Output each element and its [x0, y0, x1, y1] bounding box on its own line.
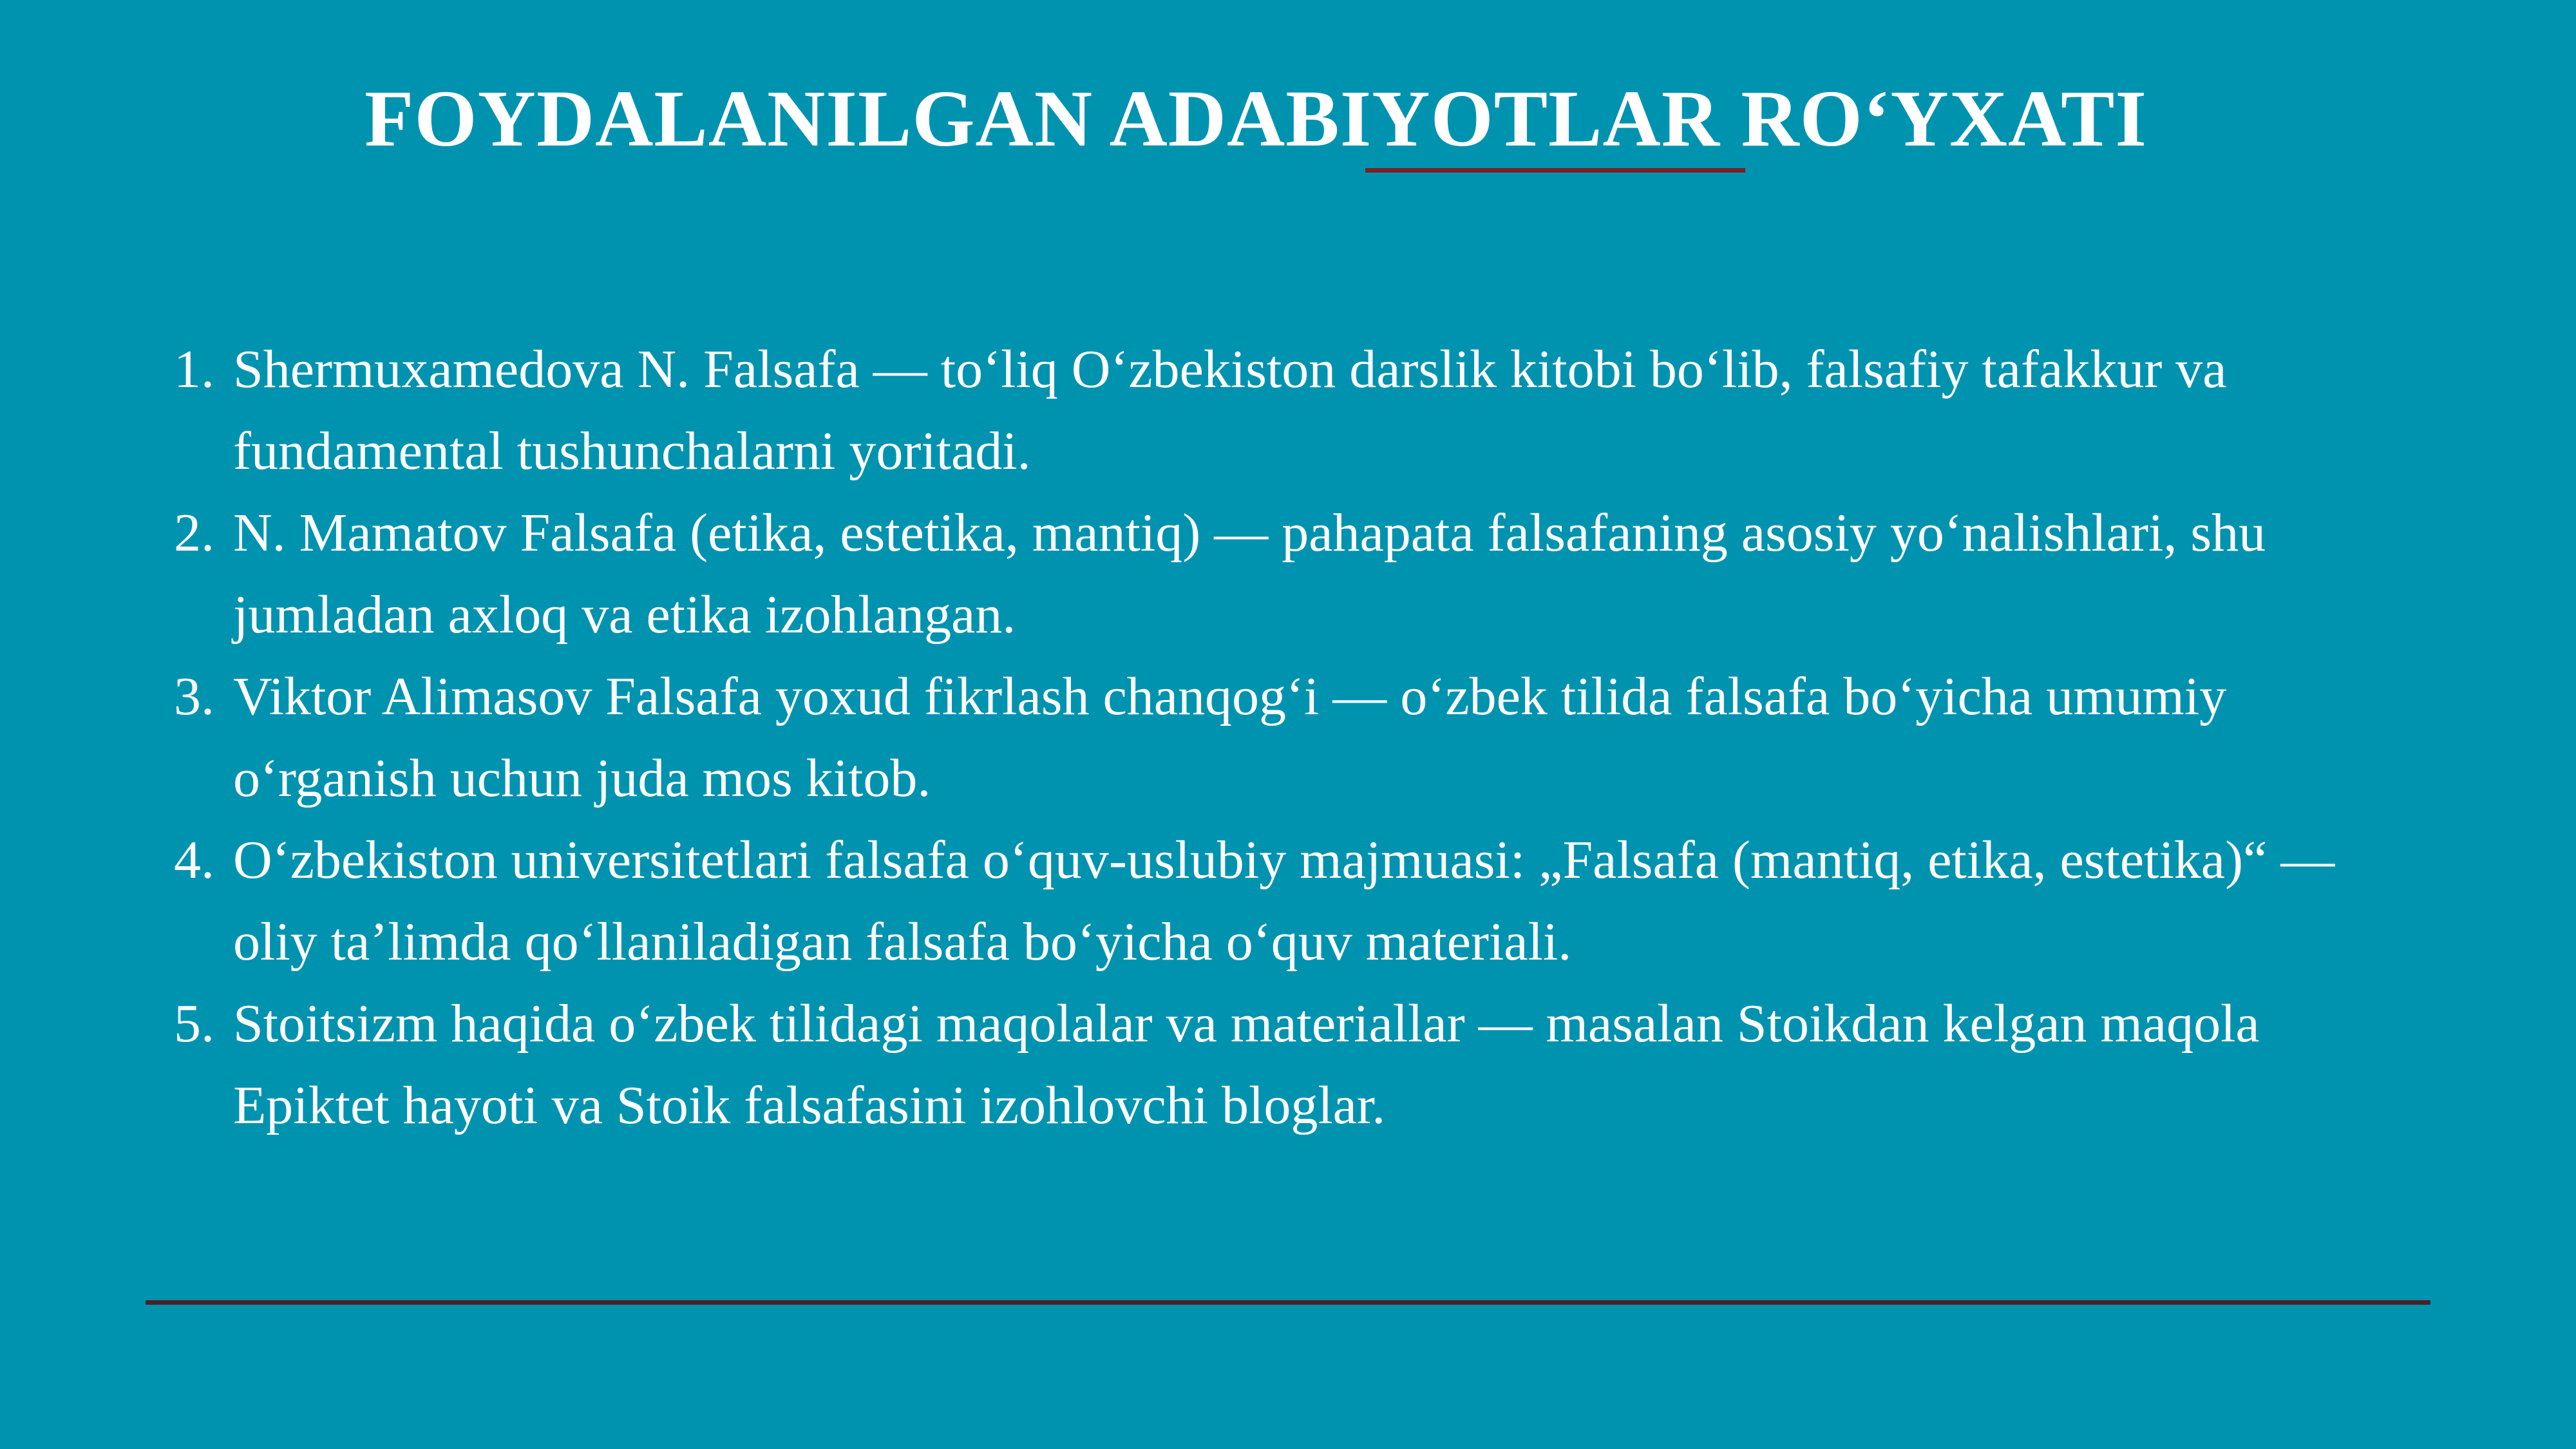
reference-item [174, 819, 2544, 983]
reference-text [233, 328, 2544, 492]
reference-line: oliy ta’limda qo‘llaniladigan falsafa bo‘yicha o‘quv materiali. [233, 912, 1572, 972]
reference-item [174, 328, 2544, 492]
reference-item [174, 983, 2544, 1146]
reference-line: o‘rganish uchun juda mos kitob. [233, 748, 931, 808]
reference-number: 4. [174, 830, 214, 890]
reference-list [174, 328, 2544, 1146]
reference-item [174, 492, 2544, 656]
bottom-divider [146, 1300, 2430, 1305]
reference-line: Epiktet hayoti va Stoik falsafasini izohlovchi bloglar. [233, 1075, 1386, 1135]
reference-text [233, 492, 2544, 656]
reference-number: 3. [174, 667, 214, 726]
reference-line: fundamental tushunchalarni yoritadi. [233, 421, 1031, 481]
reference-line: Shermuxamedova N. Falsafa — to‘liq O‘zbekiston darslik kitobi bo‘lib, falsafiy tafakkur va [233, 339, 2227, 399]
reference-line: Stoitsizm haqida o‘zbek tilidagi maqolalar va materiallar — masalan Stoikdan kelgan maqola [233, 994, 2260, 1054]
reference-line: jumladan axloq va etika izohlangan. [233, 585, 1016, 645]
reference-number: 2. [174, 503, 214, 563]
reference-line: Viktor Alimasov Falsafa yoxud fikrlash chanqog‘i — o‘zbek tilida falsafa bo‘yicha umumiy [233, 667, 2227, 726]
title-accent-underline [1365, 168, 1745, 173]
reference-text [233, 656, 2544, 819]
reference-item [174, 656, 2544, 819]
reference-line: N. Mamatov Falsafa (etika, estetika, mantiq) — pahapata falsafaning asosiy yo‘nalishlari, shu [233, 503, 2266, 563]
reference-number: 5. [174, 994, 214, 1054]
reference-line: O‘zbekiston universitetlari falsafa o‘quv-uslubiy majmuasi: „Falsafa (mantiq, etika, estetika)“ — [233, 830, 2335, 890]
slide-title: FOYDALANILGAN ADABIYOTLAR RO‘YXATI [364, 75, 2147, 164]
reference-text [233, 819, 2544, 983]
reference-text [233, 983, 2544, 1146]
reference-number: 1. [174, 339, 214, 399]
